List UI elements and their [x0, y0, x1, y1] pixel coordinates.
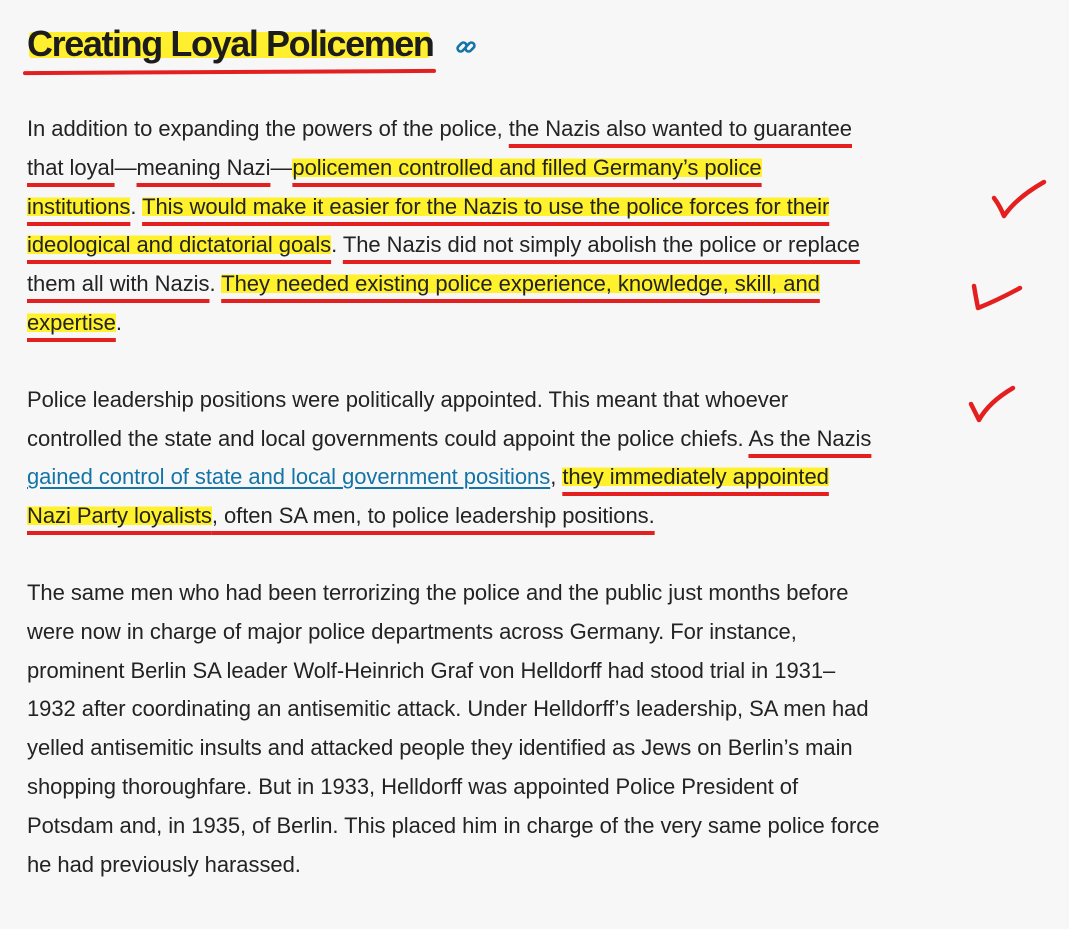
highlighted-underlined-text: Nazi Party loyalists — [27, 503, 212, 529]
state-government-link[interactable]: gained control of state and local government positions — [27, 464, 551, 490]
paragraph-3-line: were now in charge of major police departments across Germany. For instance, — [27, 618, 797, 644]
paragraph-2-line-3 — [27, 458, 1047, 497]
paragraph-1-line-3 — [27, 188, 1047, 227]
section-heading-row — [27, 18, 1047, 70]
paragraph-3-line: prominent Berlin SA leader Wolf-Heinrich Graf von Helldorff had stood trial in 1931– — [27, 657, 836, 683]
article-section — [27, 18, 1047, 884]
paragraph-3-line: 1932 after coordinating an antisemitic attack. Under Helldorff’s leadership, SA men had — [27, 696, 869, 722]
paragraph-1-line-6 — [27, 304, 1047, 343]
highlighted-underlined-text: expertise — [27, 309, 116, 335]
paragraph-1-line-2 — [27, 149, 1047, 188]
title-underline-mark — [23, 69, 436, 75]
paragraph-1-line-5 — [27, 265, 1047, 304]
paragraph-1-line-1 — [27, 110, 1047, 149]
paragraph-1-line-4 — [27, 226, 1047, 265]
paragraph-1 — [27, 110, 1047, 343]
underlined-text: them all with Nazis — [27, 271, 210, 297]
text-span: In addition to expanding the powers of the police, — [27, 116, 509, 141]
paragraph-2-line-1: Police leadership positions were politically appointed. This meant that whoever — [27, 386, 789, 412]
underlined-text: that loyal — [27, 154, 115, 180]
text-span: . — [331, 232, 343, 258]
paragraph-3-line: Potsdam and, in 1935, of Berlin. This placed him in charge of the very same police force — [27, 812, 880, 838]
paragraph-2-line-4 — [27, 497, 1047, 536]
em-dash: — — [270, 154, 293, 180]
underlined-text: meaning Nazi — [136, 154, 271, 180]
highlighted-underlined-text: They needed existing police experience, knowledge, skill, and — [221, 271, 820, 297]
underlined-text: the Nazis also wanted to guarantee — [508, 116, 852, 141]
text-span: . — [130, 193, 143, 219]
highlighted-underlined-text: ideological and dictatorial goals — [27, 232, 332, 258]
underlined-text: As the Nazis — [748, 425, 872, 451]
text-span: . — [209, 271, 222, 297]
underlined-text: The Nazis did not simply abolish the police or replace — [342, 232, 860, 258]
em-dash: — — [114, 154, 137, 180]
section-title — [27, 20, 434, 68]
highlighted-underlined-text: they immediately appointed — [562, 464, 829, 490]
paragraph-2-line-2 — [27, 420, 1047, 459]
highlighted-underlined-text: institutions — [27, 193, 131, 219]
text-span: controlled the state and local governments could appoint the police chiefs. — [27, 425, 749, 451]
paragraph-2 — [27, 381, 1047, 536]
link-icon[interactable] — [454, 35, 478, 59]
paragraph-3-line: shopping thoroughfare. But in 1933, Helldorff was appointed Police President of — [27, 773, 799, 799]
chain-link-icon — [454, 35, 478, 59]
paragraph-3-line: he had previously harassed. — [27, 851, 301, 877]
paragraph-3 — [27, 574, 1047, 884]
text-span: . — [115, 309, 122, 335]
highlighted-underlined-text: This would make it easier for the Nazis to use the police forces for their — [142, 193, 830, 219]
text-span: , — [550, 464, 563, 490]
paragraph-3-line: yelled antisemitic insults and attacked people they identified as Jews on Berlin’s main — [27, 735, 853, 761]
highlighted-underlined-text: policemen controlled and filled Germany’s police — [292, 154, 762, 180]
paragraph-3-line: The same men who had been terrorizing the police and the public just months before — [27, 579, 849, 605]
section-title-text: Creating Loyal Policemen — [27, 23, 434, 64]
underlined-text: , often SA men, to police leadership positions. — [211, 503, 655, 529]
